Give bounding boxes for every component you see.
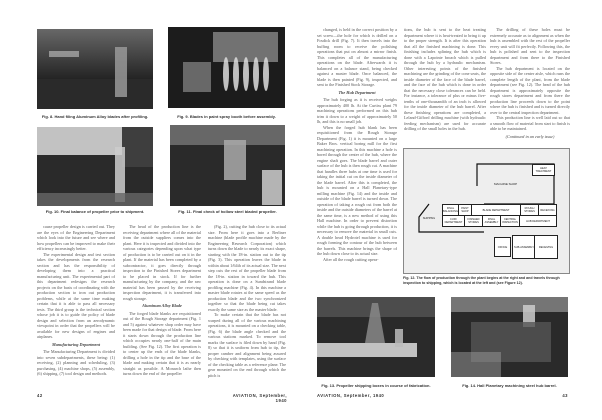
caption-fig11: Fig. 11. Final check of hollow steel bladed propeller. [178, 209, 277, 214]
final-assembly-box: FINAL ASSEMBLY [482, 215, 501, 227]
final-balancing-box: FINAL BALANCING [442, 204, 459, 216]
photo-fig9-paint-booth [168, 27, 285, 108]
paragraph: After all the rough cutting opera- [323, 256, 379, 262]
cuff-department-box: CUFF DEPARTMENT [442, 215, 465, 227]
machine-shop-label: MACHINE SHOP [494, 182, 518, 186]
paragraph: To make certain that the blade has not warped during all of the various machining operations, it is mounted on a checking table, (Fig. 6) the blade angle checked and the various stations marked. To remove tool marks the surface is filed down by hand (Fig. 8) so that it is uniform from hub to tip, the proper camber and alignment being assured by checking with templates, using the surface of the checking table as a reference plane. The gear mounted on the end through which the pitch is [208, 312, 286, 378]
paint-shop-box: PAINT SHOP [458, 204, 472, 216]
page-number-left: 42 [37, 393, 43, 398]
heat-treatment-box: HEAT TREATMENT [532, 164, 555, 176]
receiving-box: RECEIVING [534, 235, 558, 259]
footer-magazine-right: AVIATION, September, 1940 [317, 393, 385, 398]
paragraph: This production line is well laid out so that a smooth flow of material from start to finish is able to be maintained. [490, 115, 570, 131]
right-column-1 [317, 27, 397, 287]
paragraph: The hub department is located on the opposite side of the center aisle, which runs the complete length of the plant, from the blade department (see Fig. 12). The head of the hub department is approximately opposite the rough stores department and from there the production line proceeds down to the point where the hub is finished and is turned directly over to the central inspection department. [490, 65, 570, 115]
caption-fig12: Fig. 12. The flow of production through the plant begins at the right and and travels through inspection to shipping, which is located at the left and (see Figure 12). [403, 276, 560, 285]
paragraph: The hub forging as it is received weighs approximately 400 lb. At the Curtiss plant 79 machining operations performed on this hub trim it down to a weight of approximately 50 lb, and this is no small job. [317, 97, 397, 124]
paragraph: The drilling of these holes must be extremely accurate as to alignment as when the hub is assembled with the rest of the propeller every unit will fit perfectly. Following this, the hub is polished and sent to the inspection department and from there to the Finished Stores. [490, 27, 570, 65]
paragraph: The head of the production line is the receiving department where all of the material from the outside suppliers comes into the plant. Here it is inspected and divided into the various categories depending upon what type of production is to be carried out on it in the plant. If the material has been completed by a subcontractor, it goes directly through inspection to the Finished Stores department to be placed in stock. If for further manufacturing by the company, and the raw material has been passed by the receiving inspection department, it is transferred into rough storage. [123, 224, 201, 301]
paragraph: The Manufacturing Department is divided into seven subdepartments, these being: (1) receiving, (2) planning and scheduling, (3) purchasing, (4) machine shops, (5) assembly, (6) shipping, (7) tool design and methods. [37, 349, 115, 376]
right-column-3 [490, 27, 570, 141]
office-box: OFFICE [494, 237, 511, 257]
receiving-top-box: RECEIVING [538, 204, 557, 216]
hub-department-box: HUB DEPARTMENT [519, 215, 557, 227]
section-heading: Manufacturing Department [51, 341, 101, 347]
left-column-2 [123, 224, 201, 377]
photo-fig13-shipping-boxes [317, 297, 435, 377]
caption-fig13: Fig. 13. Propeller shipping boxes in course of fabrication. [321, 383, 431, 388]
plant-flow-diagram [403, 148, 570, 274]
section-heading: Aluminum Alloy Blade [142, 303, 182, 308]
footer-magazine-left: AVIATION, September, 1940 [232, 393, 287, 403]
paragraph: cause propeller design is carried out. They are the eyes of the Engineering Department which look into the future and see where and how propellers can be improved to make their efficiency increasingly better. [37, 224, 115, 251]
photo-fig10-final-balance [37, 127, 153, 206]
photo-fig8-hand-filing [37, 29, 153, 109]
photo-fig14-hall-planetary [451, 297, 568, 377]
caption-fig10: Fig. 10. Final balance of propeller prior to shipment. [45, 209, 145, 214]
continued-note: (Continued in an early issue) [505, 133, 555, 139]
paragraph: The experimental design and test section takes the developments from the research section and has the responsibility of developing them into a practical manufacturing unit. The experimental part of this department redesigns the research projects on the basis of coordinating with the production section to iron out production problems, while at the same time making certain that it is able to pass all necessary tests. The third group is the technical section whose job it is to guide the policy of blade design and selection from an aerodynamic viewpoint in order that the propellers will be available for new designs of engines and airplanes. [37, 251, 115, 339]
shipping-label: SHIPPING [422, 216, 436, 220]
finished-stores-box: FINISHED STORES [464, 215, 483, 227]
paragraph: tions, the hub is sent to the heat treating department where it is heat-treated to bring it up to the proper strength. It is after this operation that all the finished machining is done. This finishing includes splining the hub which is done with a Lapointe broach which is pulled through the hub by a hydraulic mechanism. Other interesting points of the finished machining are the grinding of the cone seats, the inside diameter of the face of the blade barrel, and the face of the hub which is done in order that the necessary close tolerances can be held. For instance, a tolerance of plus or minus five-tenths of one-thousandth of an inch is allowed for the inside diameter of the hub barrel. After these finishing operations are completed, a Leland-Gifford drilling machine (with hydraulic feeding mechanism) are used for accurate drilling of the small holes in the hub. [404, 27, 486, 131]
rough-stores-box: ROUGH STORES [520, 204, 539, 216]
left-column-1 [37, 224, 115, 377]
section-heading: The Hub Department [338, 89, 376, 95]
central-inspection-box: CENTRAL INSPECTION [500, 215, 520, 227]
photo-fig11-final-check [170, 125, 285, 206]
left-column-3 [208, 224, 286, 378]
sub-assembly-box: SUB-ASSEMBLY [512, 235, 536, 259]
blade-department-box: BLADE DEPARTMENT [471, 204, 521, 216]
page-number-right: 43 [562, 393, 568, 398]
paragraph: The forged blade blanks are requisitioned out of the Rough Storage department (Fig. 1 and 5) against whatever shop order may have been made for that design of blade. From here it starts down through the production line which occupies nearly one-half of the main building. (See Fig. 12). The first operation is to center up the ends of the blade blanks, drilling a hole in the tip and the base of the blade and making certain that it is as nearly straight as possible. A Monarch lathe then turns down the end of the propeller [123, 310, 201, 376]
caption-fig8: Fig. 8. Hand filing Aluminum Alloy blades after profiling. [41, 114, 149, 119]
paragraph: changed, is held in the correct position by a set screw—the hole for which is drilled on a Fosdick drill (Fig. 7). It then travels into the buffing room to receive the polishing operations that put on almost a mirror finish. This completes all of the manufacturing operations on the blade. Afterwards it is balanced on a balance stand, being checked against a master blade. Once balanced, the blade is then painted (Fig. 9), inspected, and sent to the Finished Stock Storage. [317, 27, 397, 87]
paragraph: (Fig. 2), cutting the hub close to its actual size. From here it goes into a Berliner machine (blade profile machine made by the Engineering Research Corporation) which turns down the blade to nearly its exact shape, starting with the 18-in. station out to the tip (Fig. 3). This operation leaves the blade in within about 1/64th of its actual size. The next step cuts the rest of the propeller blade from the 18-in. station in toward the hub. This operation is done on a Sundstrand blade profiling machine (Fig. 4). In this machine a master blade rotates at the same speed as the production blade and the two synchronized together so that the blade being cut takes exactly the same size as the master blade. [208, 224, 286, 312]
caption-fig14: Fig. 14. Hall Planetary machining steel hub barrel. [462, 383, 557, 388]
right-column-2 [404, 27, 486, 132]
caption-fig9: Fig. 9. Blades in paint spray booth before assembly. [177, 114, 276, 119]
paragraph: When the forged hub blank has been requisitioned from the Rough Storage Department (Fig. 1) it is mounted on a large Baker Bros. vertical boring mill for the first machining operation. In this machine a hole is bored through the center of the hub, where the engine shaft goes. The blade barrel and outer surface of the hub is then rough cut. A machine that handles three hubs at one time is used for taking the initial cut on the inside diameter of the blade barrel. After this is completed, the hub is mounted on a Hall Planetary-type milling machine (Fig. 14) and the inside and outside of the blade barrel is turned down. The operation of taking a rough cut from both the inside and the outside diameters of the barrel at the same time, is a new method of using this Hall machine. In order to prevent distortion while the hub is going through production, it is necessary to remove the material in small cuts. A double head Hydrotel machine is used for rough forming the contour of the hub between the barrels. This machine brings the shape of the hub down close to its actual size. [317, 124, 397, 256]
